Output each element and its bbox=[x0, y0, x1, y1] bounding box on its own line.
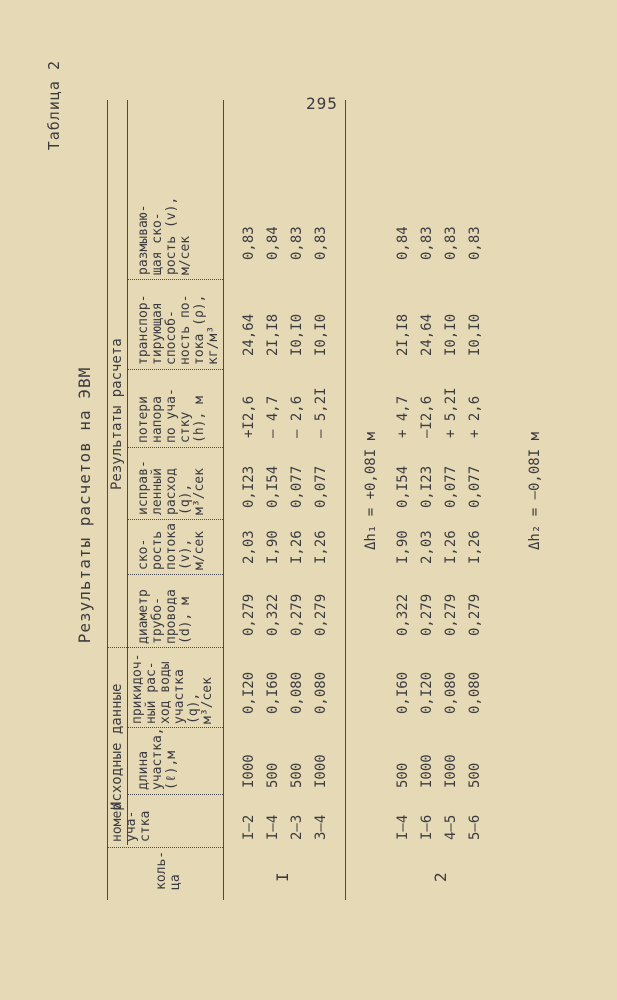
table-cell: I000 bbox=[241, 754, 257, 788]
table-cell: 3–4 bbox=[313, 814, 329, 840]
table-cell: 0,080 bbox=[467, 671, 483, 714]
col-header-corrected-flow: исправ- ленный расход (q), м³/сек bbox=[136, 460, 207, 515]
table-label: Таблица 2 bbox=[45, 60, 63, 151]
table-cell: 0,I60 bbox=[395, 671, 411, 714]
table-cell: 5–6 bbox=[467, 814, 483, 840]
group-input-heading: Исходные данные bbox=[109, 683, 125, 810]
table-cell: 0,322 bbox=[265, 593, 281, 636]
column-separator bbox=[127, 447, 223, 448]
table-cell: I,26 bbox=[313, 530, 329, 564]
table-cell: 0,I60 bbox=[265, 671, 281, 714]
column-separator bbox=[107, 847, 223, 848]
table-cell: 0,I54 bbox=[395, 465, 411, 508]
table-cell: 24,64 bbox=[241, 313, 257, 356]
table-cell: 0,I54 bbox=[265, 465, 281, 508]
table-cell: I0,I0 bbox=[289, 313, 305, 356]
ring-1-delta: Δh₁ = +0,08I м bbox=[363, 431, 379, 550]
ring-2-label: 2 bbox=[431, 872, 450, 882]
header-top-rule bbox=[107, 100, 108, 900]
table-cell: 0,I20 bbox=[419, 671, 435, 714]
table-cell: 2I,I8 bbox=[395, 313, 411, 356]
table-cell: I000 bbox=[419, 754, 435, 788]
table-cell: + 4,7 bbox=[395, 395, 411, 438]
table-cell: I000 bbox=[313, 754, 329, 788]
table-cell: 0,83 bbox=[467, 226, 483, 260]
col-header-inflow: прикидоч- ный рас- ход воды участка (q), м³/сек bbox=[130, 653, 215, 724]
table-cell: 0,279 bbox=[443, 593, 459, 636]
ring-2-delta: Δh₂ = –0,08I м bbox=[527, 431, 543, 550]
table-cell: 24,64 bbox=[419, 313, 435, 356]
column-separator bbox=[107, 647, 223, 648]
table-cell: I000 bbox=[443, 754, 459, 788]
col-header-ring: коль- ца bbox=[154, 850, 183, 890]
table-cell: – 5,2I bbox=[313, 387, 329, 438]
table-cell: 500 bbox=[265, 762, 281, 788]
table-cell: I,90 bbox=[395, 530, 411, 564]
table-cell: +I2,6 bbox=[241, 395, 257, 438]
group-results-heading: Результаты расчета bbox=[109, 338, 125, 490]
table-cell: 0,279 bbox=[289, 593, 305, 636]
table-cell: I0,I0 bbox=[467, 313, 483, 356]
table-cell: 0,83 bbox=[443, 226, 459, 260]
table-cell: 0,279 bbox=[419, 593, 435, 636]
column-separator bbox=[127, 519, 223, 520]
table-cell: I,26 bbox=[467, 530, 483, 564]
table-cell: 2,03 bbox=[419, 530, 435, 564]
col-header-transport-capacity: транспор- тирующая способ- ность по- тока (ρ), кг/м³ bbox=[136, 294, 221, 365]
table-cell: 0,84 bbox=[395, 226, 411, 260]
table-cell: I–6 bbox=[419, 814, 435, 840]
table-cell: I,26 bbox=[289, 530, 305, 564]
table-cell: 500 bbox=[395, 762, 411, 788]
table-cell: I–2 bbox=[241, 814, 257, 840]
table-cell: 500 bbox=[467, 762, 483, 788]
table-cell: 2,03 bbox=[241, 530, 257, 564]
table-cell: 0,077 bbox=[289, 465, 305, 508]
table-cell: I0,I0 bbox=[313, 313, 329, 356]
table-cell: 0,080 bbox=[443, 671, 459, 714]
table-title: Результаты расчетов на ЭВМ bbox=[75, 366, 94, 644]
column-separator bbox=[127, 574, 223, 575]
header-group-rule bbox=[127, 100, 128, 845]
table-cell: I0,I0 bbox=[443, 313, 459, 356]
table-cell: 0,080 bbox=[313, 671, 329, 714]
table-cell: 0,279 bbox=[241, 593, 257, 636]
column-separator bbox=[127, 794, 223, 795]
table-cell: 0,I23 bbox=[419, 465, 435, 508]
col-header-velocity: ско- рость потока (v), м/сек bbox=[136, 523, 207, 570]
header-bottom-rule bbox=[223, 100, 224, 900]
section-divider-rule bbox=[345, 100, 346, 900]
table-cell: 0,83 bbox=[289, 226, 305, 260]
table-cell: – 4,7 bbox=[265, 395, 281, 438]
table-cell: 4–5 bbox=[443, 814, 459, 840]
table-cell: 2I,I8 bbox=[265, 313, 281, 356]
table-cell: 0,080 bbox=[289, 671, 305, 714]
table-cell: I,90 bbox=[265, 530, 281, 564]
table-cell: I,26 bbox=[443, 530, 459, 564]
table-cell: + 5,2I bbox=[443, 387, 459, 438]
table-cell: 0,077 bbox=[467, 465, 483, 508]
column-separator bbox=[127, 279, 223, 280]
col-header-section: номер уча- стка bbox=[110, 802, 153, 842]
table-cell: 0,322 bbox=[395, 593, 411, 636]
table-cell: I–4 bbox=[395, 814, 411, 840]
table-cell: 0,279 bbox=[467, 593, 483, 636]
table-cell: 0,83 bbox=[419, 226, 435, 260]
table-cell: I–4 bbox=[265, 814, 281, 840]
col-header-scour-velocity: размываю- щая ско- рость (v), м/сек bbox=[136, 196, 193, 275]
table-cell: + 2,6 bbox=[467, 395, 483, 438]
table-cell: 0,83 bbox=[313, 226, 329, 260]
col-header-length: длина участка, (ℓ),м bbox=[136, 727, 179, 790]
column-separator bbox=[127, 369, 223, 370]
col-header-head-loss: потери напора по уча- стку (h), м bbox=[136, 388, 207, 443]
table-cell: –I2,6 bbox=[419, 395, 435, 438]
table-cell: 0,077 bbox=[313, 465, 329, 508]
rotated-table-page bbox=[45, 50, 590, 960]
col-header-diameter: диаметр трубо- провода (d), м bbox=[136, 589, 193, 644]
table-cell: 0,83 bbox=[241, 226, 257, 260]
table-cell: 0,I20 bbox=[241, 671, 257, 714]
table-cell: 500 bbox=[289, 762, 305, 788]
table-cell: 0,84 bbox=[265, 226, 281, 260]
table-cell: 0,279 bbox=[313, 593, 329, 636]
page-number: 295 bbox=[306, 94, 338, 113]
table-cell: 0,I23 bbox=[241, 465, 257, 508]
ring-1-label: I bbox=[273, 872, 292, 882]
table-cell: 0,077 bbox=[443, 465, 459, 508]
table-cell: – 2,6 bbox=[289, 395, 305, 438]
table-cell: 2–3 bbox=[289, 814, 305, 840]
